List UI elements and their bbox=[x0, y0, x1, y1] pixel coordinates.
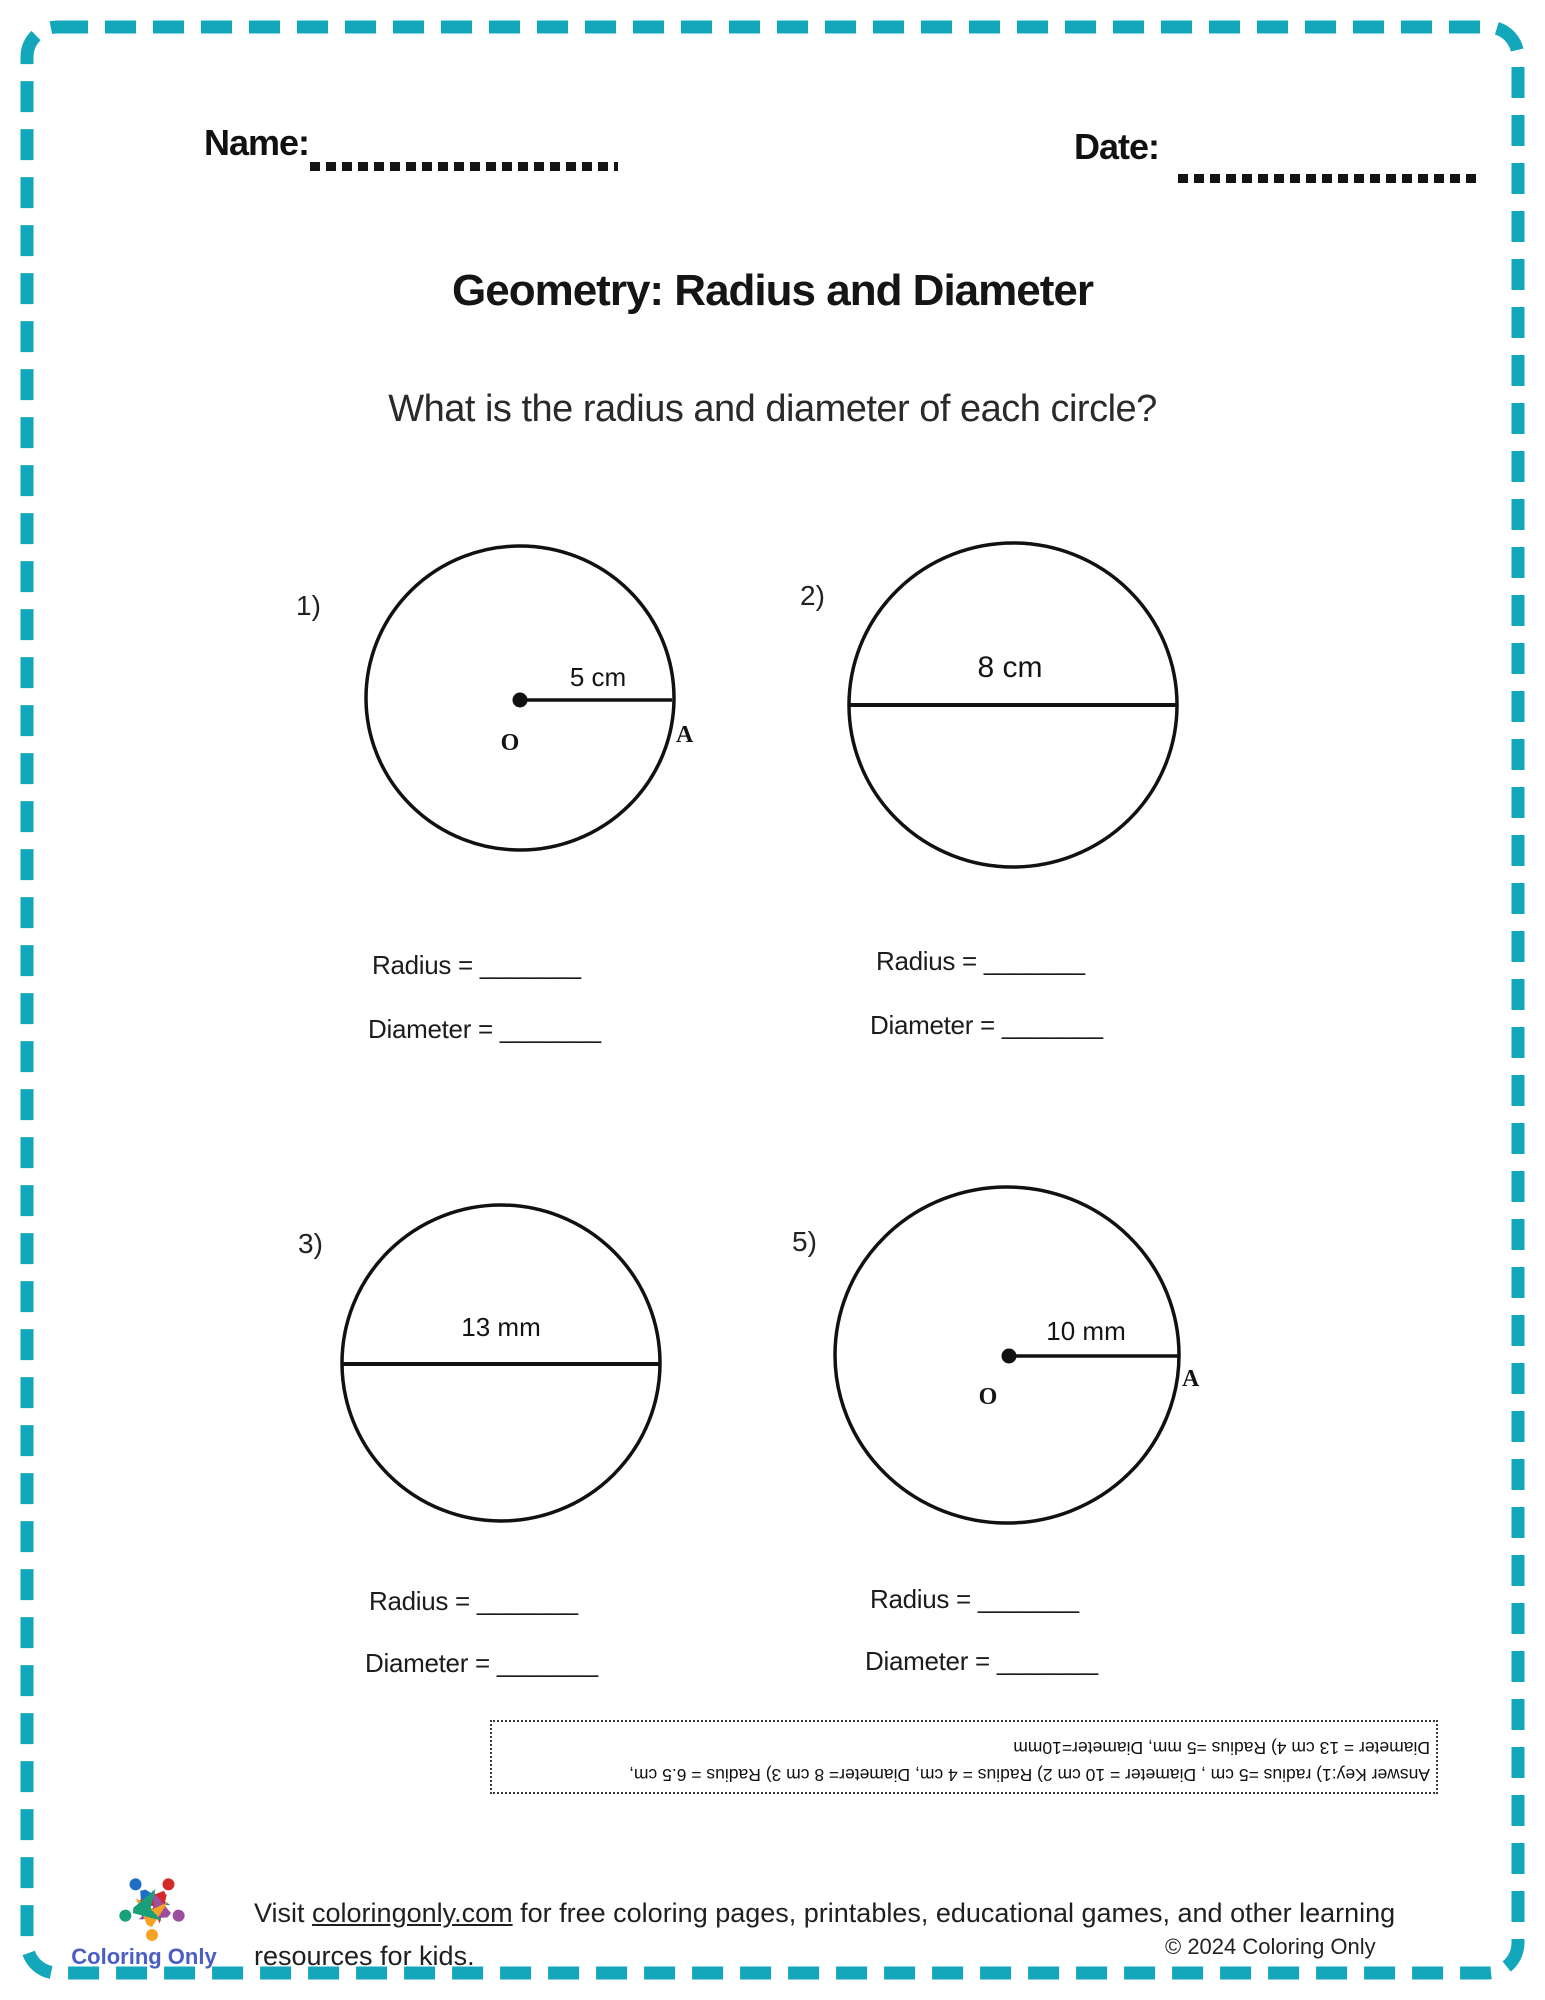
problem-3-diameter-answer bbox=[365, 1648, 598, 1679]
answer-blank: _______ bbox=[983, 946, 1086, 976]
diameter-measurement-label: 8 cm bbox=[977, 651, 1043, 684]
answer-blank: _______ bbox=[1001, 1010, 1104, 1040]
answer-blank: _______ bbox=[996, 1646, 1099, 1676]
footer-copyright: © 2024 Coloring Only bbox=[1165, 1934, 1376, 1959]
center-point-label: O bbox=[978, 1384, 998, 1410]
coloring-only-logo-icon bbox=[96, 1870, 208, 1944]
problem-2-circle-figure bbox=[840, 535, 1190, 881]
problem-3-radius-answer bbox=[369, 1586, 578, 1617]
name-label: Name: bbox=[204, 122, 310, 163]
answer-blank: _______ bbox=[499, 1014, 602, 1044]
answer-key-box bbox=[490, 1720, 1438, 1794]
diameter-label: Diameter = bbox=[865, 1646, 990, 1676]
edge-point-label: A bbox=[1182, 1366, 1200, 1392]
answer-blank: _______ bbox=[476, 1586, 579, 1616]
problem-2-radius-answer bbox=[876, 946, 1085, 977]
problem-5-diameter-answer bbox=[865, 1646, 1098, 1677]
radius-label: Radius = bbox=[870, 1584, 971, 1614]
visit-suffix: for free coloring pages, printables, educational games, and other learning resources for kids. bbox=[254, 1898, 1396, 1971]
problem-1-radius-answer bbox=[372, 950, 581, 981]
answer-key-line-2: Diameter = 13 cm 4) Radius =5 mm, Diameter=10mm bbox=[1013, 1738, 1430, 1758]
diameter-label: Diameter = bbox=[368, 1014, 493, 1044]
answer-blank: _______ bbox=[479, 950, 582, 980]
problem-5-circle-figure bbox=[828, 1182, 1204, 1534]
page-title: Geometry: Radius and Diameter bbox=[452, 266, 1093, 315]
diameter-label: Diameter = bbox=[365, 1648, 490, 1678]
problem-2-number: 2) bbox=[800, 580, 825, 611]
radius-measurement-label: 5 cm bbox=[569, 662, 627, 692]
visit-prefix: Visit bbox=[254, 1898, 313, 1928]
answer-blank: _______ bbox=[496, 1648, 599, 1678]
coloring-only-logo-text: Coloring Only bbox=[71, 1944, 217, 1969]
problem-3-number: 3) bbox=[298, 1228, 323, 1259]
date-blank-line bbox=[1178, 174, 1478, 183]
problem-3-circle-figure bbox=[335, 1198, 670, 1532]
problem-5-radius-answer bbox=[870, 1584, 1079, 1615]
problem-1-circle-figure bbox=[350, 528, 710, 874]
radius-measurement-label: 10 mm bbox=[1046, 1316, 1126, 1346]
radius-label: Radius = bbox=[369, 1586, 470, 1616]
page-subtitle: What is the radius and diameter of each circle? bbox=[388, 388, 1157, 430]
diameter-label: Diameter = bbox=[870, 1010, 995, 1040]
date-label: Date: bbox=[1074, 126, 1160, 167]
center-dot bbox=[1002, 1349, 1017, 1364]
problem-5-number: 5) bbox=[792, 1226, 817, 1257]
radius-label: Radius = bbox=[876, 946, 977, 976]
problem-1-diameter-answer bbox=[368, 1014, 601, 1045]
center-dot bbox=[513, 693, 528, 708]
radius-label: Radius = bbox=[372, 950, 473, 980]
name-blank-line bbox=[310, 162, 618, 171]
problem-1-number: 1) bbox=[296, 590, 321, 621]
answer-key-line-1: Answer Key:1) radius =5 cm , Diameter = 10 cm 2) Radius = 4 cm, Diameter= 8 cm 3) Radius = 6.5 cm, bbox=[629, 1765, 1430, 1785]
center-point-label: O bbox=[500, 730, 520, 756]
answer-key-text-rotated bbox=[498, 1726, 1430, 1788]
answer-blank: _______ bbox=[977, 1584, 1080, 1614]
coloringonly-link[interactable]: coloringonly.com bbox=[312, 1898, 513, 1928]
problem-2-diameter-answer bbox=[870, 1010, 1103, 1041]
diameter-measurement-label: 13 mm bbox=[461, 1312, 541, 1342]
edge-point-label: A bbox=[676, 722, 694, 748]
